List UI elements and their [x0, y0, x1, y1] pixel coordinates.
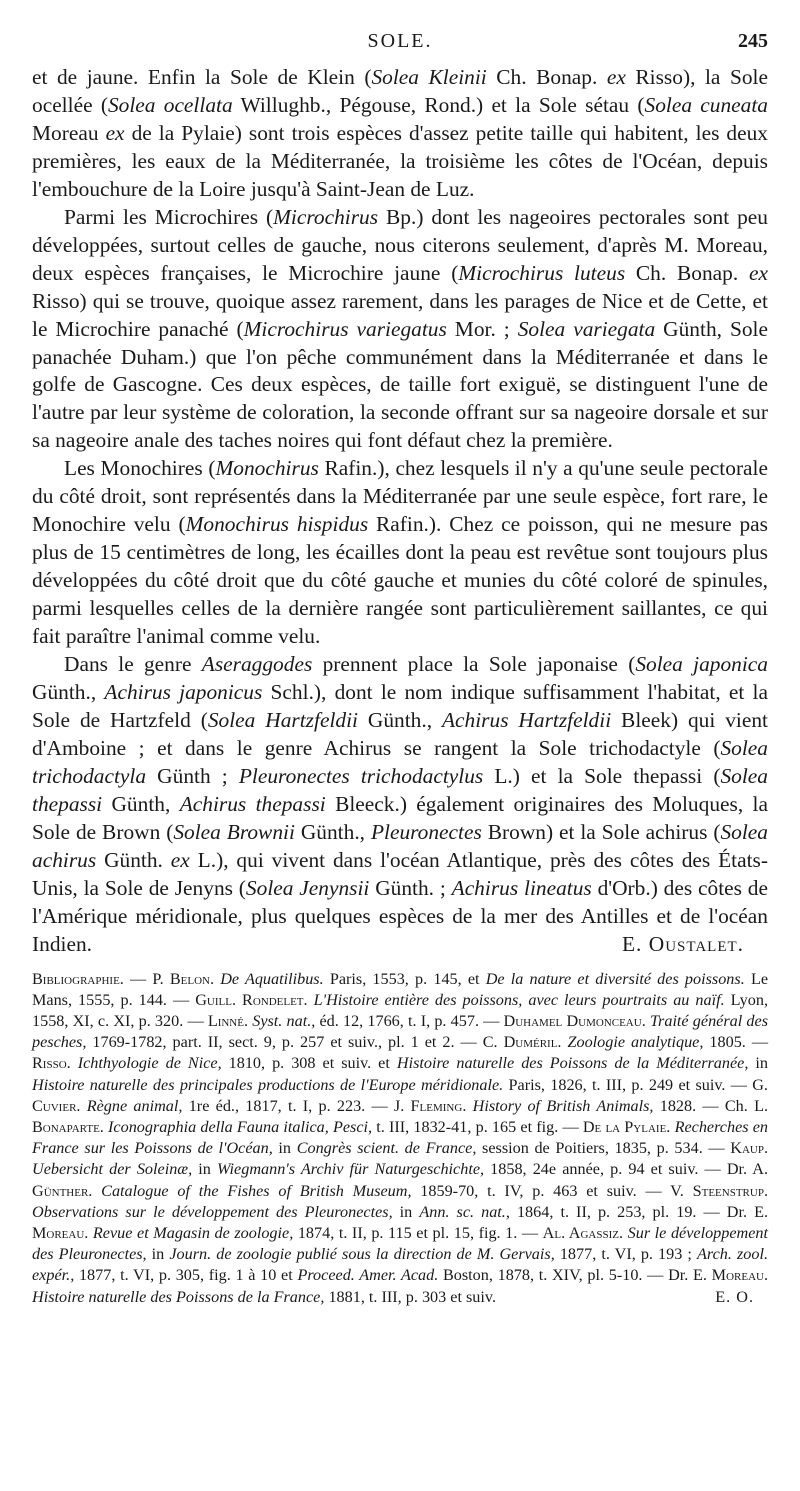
italic-text: Achirus Hartzfeldii — [441, 707, 612, 732]
italic-text: Microchirus variegatus — [243, 316, 447, 341]
italic-text: Aseraggodes — [201, 652, 313, 677]
text-run — [92, 1182, 101, 1200]
bibliography-signature: E. O. — [715, 1287, 754, 1306]
italic-text: Microchirus — [273, 204, 379, 229]
italic-text: ex — [170, 847, 190, 872]
text-run: d'Orb.) des côtes de l'Amérique méridionale, plus quelques espèces de la mer des Antilles et de l'océan Indien. — [32, 875, 768, 956]
text-run: session de Poitiers, 1835, p. 534. — — [476, 1139, 731, 1158]
italic-text: Microchirus luteus — [458, 260, 626, 285]
text-run: Günth, Sole panachée Duham.) que l'on pêche communément dans la Méditerranée et dans le golfe de Gascogne. Ces deux espèces, de taille fort exiguë, se distinguent l'une de l'autre par leur système de coloration, la seconde offrant sur sa nageoire dorsale et sur sa nageoire anale des taches noires qui font défaut chez la première. — [32, 316, 768, 453]
text-run: in — [392, 1202, 420, 1221]
text-run: Ch. Bonap. — [625, 260, 749, 285]
text-run: Bleeck.) également originaires des Moluques, la Sole de Brown ( — [32, 791, 768, 844]
italic-text: Congrès scient. de France, — [296, 1139, 477, 1158]
italic-text: Solea trichodactyla — [32, 735, 768, 788]
italic-text: Histoire naturelle des principales productions de l'Europe méridionale. — [32, 1075, 504, 1094]
italic-text: Ichthyologie de Nice, — [77, 1054, 222, 1073]
italic-text: De Aquatilibus. — [220, 969, 324, 988]
document-page — [32, 30, 768, 1308]
text-run: Lyon, 1558, XI, c. XI, p. 320. — — [32, 990, 768, 1030]
text-run: Rafin.), chez lesquels il n'y a qu'une seule pectorale du côté droit, sont représentés dans la Méditerranée par une seule espèce, fort rare, le Monochire velu ( — [32, 456, 768, 537]
italic-text: Achirus japonicus — [104, 679, 263, 704]
text-run: 1805. — — [703, 1033, 769, 1052]
text-run: 1810, p. 308 et suiv. et — [221, 1054, 397, 1073]
text-run: et de jaune. Enfin la Sole de Klein ( — [32, 65, 372, 89]
italic-text: Solea ocellata — [107, 92, 233, 117]
text-run: Paris, 1826, t. III, p. 249 et suiv. — G. — [503, 1075, 768, 1094]
text-run: 1769-1782, part. II, sect. 9, p. 257 et suiv., pl. 1 et 2. — C. — [86, 1033, 504, 1052]
text-run: Günth., — [294, 819, 371, 844]
text-run: 1881, t. III, p. 303 et suiv. — [324, 1287, 496, 1306]
text-run: Mor. ; — [446, 316, 518, 341]
text-run: 1re éd., 1817, t. I, p. 223. — J. — [182, 1096, 411, 1115]
italic-text: ex — [748, 260, 768, 285]
author-signature: E. Oustalet. — [621, 931, 744, 956]
author-name: Bibliographie. — [32, 969, 124, 988]
paragraph — [32, 651, 768, 958]
running-head: SOLE. — [367, 30, 433, 52]
author-name: Steenstrup. — [692, 1181, 768, 1200]
italic-text: Uebersicht der Soleinæ, — [32, 1160, 193, 1179]
author-name: Duméril. — [503, 1033, 562, 1052]
author-name: Bonaparte. — [32, 1117, 104, 1136]
text-run: 1877, t. VI, p. 193 ; — [554, 1245, 697, 1264]
italic-text: Histoire naturelle des Poissons de la France, — [32, 1287, 325, 1306]
author-name: Guill. Rondelet. — [195, 990, 308, 1009]
page-number: 245 — [738, 30, 768, 52]
text-run: L.), qui vivent dans l'océan Atlantique, près des côtes des États-Unis, la Sole de Jenyns ( — [32, 847, 768, 900]
author-name: Moreau. — [711, 1266, 768, 1285]
italic-text: Journ. de zoologie publié sous la direction de M. Gervais, — [169, 1245, 555, 1264]
italic-text: Histoire naturelle des Poissons de la Méditerranée, — [396, 1054, 749, 1073]
text-run: Les Monochires ( — [64, 456, 216, 481]
italic-text: Solea Kleinii — [371, 65, 487, 89]
italic-text: Ann. sc. nat., — [419, 1202, 510, 1221]
text-run: Le Mans, 1555, p. 144. — — [32, 969, 769, 1009]
text-run: — P. — [123, 969, 170, 988]
italic-text: Sur le développement des Pleuronectes, — [32, 1223, 769, 1264]
bibliography — [32, 969, 768, 1308]
text-run: 1877, t. VI, p. 305, fig. 1 à 10 et — [74, 1266, 298, 1285]
text-run: in — [146, 1245, 170, 1264]
page-header — [32, 30, 768, 64]
italic-text: Syst. nat. — [252, 1011, 312, 1030]
text-run: 1828. — Ch. L. — [653, 1096, 769, 1115]
text-run: Günth, — [102, 791, 180, 816]
paragraph — [32, 455, 768, 651]
italic-text: Solea achirus — [32, 819, 768, 872]
italic-text: Pleuronectes trichodactylus — [238, 763, 484, 788]
author-name: Kaup. — [730, 1139, 768, 1158]
italic-text: Solea Jenynsii — [245, 875, 370, 900]
text-run — [71, 1054, 78, 1072]
author-name: Moreau. — [32, 1223, 89, 1242]
italic-text: Iconographia della Fauna italica, Pesci, — [108, 1117, 373, 1136]
author-name: Linné. — [207, 1011, 249, 1030]
italic-text: Solea japonica — [635, 652, 768, 677]
author-name: Duhamel Dumonceau. — [503, 1011, 646, 1030]
text-run: 1874, t. II, p. 115 et pl. 15, fig. 1. — — [293, 1223, 543, 1242]
text-run: t. III, 1832-41, p. 165 et fig. — — [372, 1117, 583, 1136]
author-name: Cuvier. — [32, 1096, 81, 1115]
italic-text: Pleuronectes — [370, 819, 482, 844]
italic-text: Règne animal, — [86, 1096, 183, 1115]
italic-text: Monochirus — [215, 456, 319, 481]
text-run: Risso) qui se trouve, quoique assez rarement, dans les parages de Nice et de Cette, et le Microchire panaché ( — [32, 288, 768, 341]
text-run: Brown) et la Sole achirus ( — [481, 819, 721, 844]
italic-text: History of British Animals, — [472, 1096, 654, 1115]
author-name: Al. Agassiz. — [542, 1223, 624, 1242]
italic-text: Observations sur le développement des Pleuronectes, — [32, 1202, 393, 1221]
italic-text: Recherches en France sur les Poissons de l'Océan, — [32, 1117, 769, 1158]
italic-text: Solea thepassi — [32, 763, 768, 816]
text-run: in — [272, 1139, 297, 1158]
author-name: Belon. — [169, 969, 214, 988]
article-body — [32, 64, 768, 959]
italic-text: Solea Hartzfeldii — [207, 707, 358, 732]
text-run: Boston, 1878, t. XIV, pl. 5-10. — Dr. E. — [438, 1266, 712, 1285]
text-run: Willughb., Pégouse, Rond.) et la Sole sétau ( — [232, 92, 645, 117]
italic-text: Solea Brownii — [173, 819, 295, 844]
italic-text: De la nature et diversité des poissons. — [485, 969, 745, 988]
text-run: in — [192, 1160, 217, 1179]
text-run: , éd. 12, 1766, t. I, p. 457. — — [311, 1011, 504, 1030]
text-run: Risso), la Sole ocellée ( — [32, 65, 768, 117]
text-run: Paris, 1553, p. 145, et — [323, 969, 486, 988]
text-run: 1859-70, t. IV, p. 463 et suiv. — V. — [411, 1181, 693, 1200]
text-run: Günth., — [357, 707, 442, 732]
text-run: 1864, t. II, p. 253, pl. 19. — Dr. E. — [509, 1202, 769, 1221]
text-run: Günth. — [96, 847, 171, 872]
italic-text: Traité général des pesches, — [32, 1011, 769, 1052]
author-name: Risso. — [32, 1054, 71, 1073]
italic-text: Catalogue of the Fishes of British Museum, — [101, 1181, 412, 1200]
italic-text: Revue et Magasin de zoologie, — [92, 1223, 294, 1242]
text-run: Rafin.). Chez ce poisson, qui ne mesure pas plus de 15 centimètres de long, les écailles dont la peau est revêtue sont toujours plus développées du côté droit que du côté gauche et munies du côté coloré de spinules, parmi lesquelles celles de la dernière rangée sont particulièrement saillantes, ce qui fait paraître l'animal comme velu. — [32, 512, 768, 649]
author-name: Fleming. — [410, 1096, 467, 1115]
italic-text: Solea variegata — [517, 316, 656, 341]
text-run: de la Pylaie) sont trois espèces d'assez petite taille qui habitent, les deux premières, les eaux de la Méditerranée, la troisième les côtes de l'Océan, depuis l'embouchure de la Loire jusqu'à Saint-Jean de Luz. — [32, 120, 769, 201]
text-run: Günth., — [32, 679, 105, 704]
italic-text: L'Histoire entière des poissons, avec leurs pourtraits au naïf. — [313, 990, 725, 1009]
paragraph — [32, 204, 768, 456]
italic-text: Zoologie analytique, — [567, 1033, 704, 1052]
paragraph — [32, 64, 768, 204]
text-run: Schl.), dont le nom indique suffisamment l'habitat, et la Sole de Hartzfeld ( — [32, 679, 768, 732]
italic-text: Monochirus hispidus — [185, 512, 369, 537]
italic-text: ex — [606, 65, 626, 89]
text-run: Günth. ; — [369, 875, 452, 900]
italic-text: Achirus thepassi — [179, 791, 326, 816]
italic-text: Achirus lineatus — [451, 875, 592, 900]
text-run: Bleek) qui vient d'Amboine ; et dans le genre Achirus se rangent la Sole trichodactyle ( — [32, 707, 768, 760]
text-run: Dans le genre — [64, 652, 202, 677]
italic-text: Arch. zool. expér., — [32, 1245, 769, 1285]
italic-text: Wiegmann's Archiv für Naturgeschichte, — [216, 1160, 485, 1179]
italic-text: Solea cuneata — [644, 92, 769, 117]
author-name: De la Pylaie. — [582, 1117, 671, 1136]
text-run: Ch. Bonap. — [486, 65, 607, 89]
text-run: prennent place la Sole japonaise ( — [312, 652, 636, 677]
text-run: 1858, 24e année, p. 94 et suiv. — Dr. A. — [484, 1160, 768, 1179]
italic-text: ex — [105, 120, 125, 145]
author-name: Günther. — [32, 1181, 93, 1200]
text-run: in — [748, 1054, 769, 1073]
text-run: L.) et la Sole thepassi ( — [483, 763, 721, 788]
text-run: Bp.) dont les nageoires pectorales sont peu développées, surtout celles de gauche, nous citerons seulement, d'après M. Moreau, deux espèces françaises, le Microchire jaune ( — [32, 204, 768, 285]
italic-text: Proceed. Amer. Acad. — [297, 1266, 439, 1285]
text-run: Parmi les Microchires ( — [64, 204, 274, 229]
text-run: Moreau — [32, 120, 106, 145]
text-run: Günth ; — [146, 763, 239, 788]
